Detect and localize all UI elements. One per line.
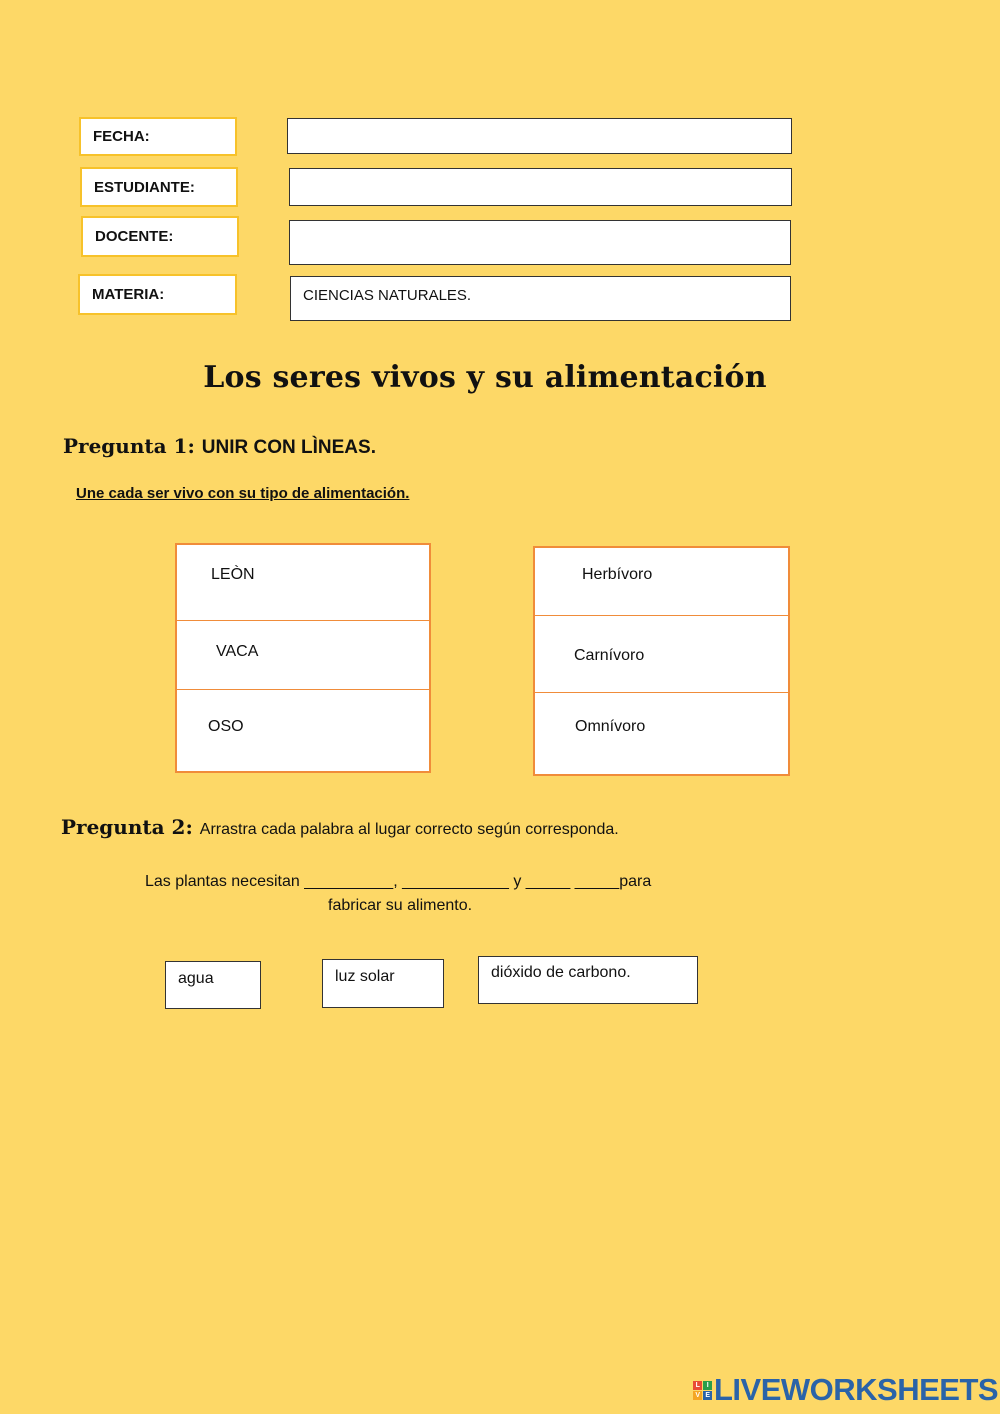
question-2-heading [61,815,619,839]
liveworksheets-brand-text: LIVEWORKSHEETS [714,1372,999,1407]
logo-mark-letter: E [703,1391,712,1400]
docente-input[interactable] [302,220,790,265]
diet-cell-omnivoro[interactable] [535,692,788,774]
liveworksheets-logo [693,1372,998,1408]
question-1-heading [63,434,376,459]
question-2-label: Pregunta 2: [61,815,193,839]
liveworksheets-logo-mark [693,1381,712,1400]
docente-field[interactable] [289,220,791,265]
fecha-field[interactable] [287,118,792,154]
question-1-label: Pregunta 1: [63,434,195,458]
word-dioxido-de-carbono[interactable]: dióxido de carbono. [478,956,698,1004]
docente-label: DOCENTE: [81,216,239,257]
fecha-label: FECHA: [79,117,237,156]
question-1-text: UNIR CON LÌNEAS. [201,437,376,458]
word-luz-solar[interactable]: luz solar [322,959,444,1008]
estudiante-field[interactable] [289,168,792,206]
animal-cell-vaca[interactable] [177,620,429,689]
animal-label: OSO [208,718,244,735]
question-1-instruction: Une cada ser vivo con su tipo de alimentación. [76,485,410,502]
fill-sentence-line-2: fabricar su alimento. [328,897,473,914]
logo-mark-letter: L [693,1381,702,1390]
materia-field [290,276,791,321]
diet-label: Carnívoro [574,647,645,664]
materia-value: CIENCIAS NATURALES. [303,287,472,304]
diet-cell-herbivoro[interactable] [535,548,788,615]
animal-cell-oso[interactable] [177,689,429,771]
animals-table [175,543,431,773]
diet-cell-carnivoro[interactable] [535,615,788,692]
fill-sentence-line-1: Las plantas necesitan __________, ____________ y _____ _____para [145,873,652,890]
animal-label: LEÒN [211,566,255,583]
estudiante-label: ESTUDIANTE: [80,167,238,207]
materia-label: MATERIA: [78,274,237,315]
fecha-input[interactable] [300,118,791,154]
animal-cell-leon[interactable] [177,545,429,620]
animal-label: VACA [216,643,259,660]
diets-table [533,546,790,776]
page-title: Los seres vivos y su alimentación [203,360,767,395]
logo-mark-letter: V [693,1391,702,1400]
diet-label: Omnívoro [575,718,646,735]
question-2-text: Arrastra cada palabra al lugar correcto según corresponda. [199,821,619,838]
diet-label: Herbívoro [582,566,653,583]
word-agua[interactable]: agua [165,961,261,1009]
estudiante-input[interactable] [302,168,791,206]
logo-mark-letter: I [703,1381,712,1390]
